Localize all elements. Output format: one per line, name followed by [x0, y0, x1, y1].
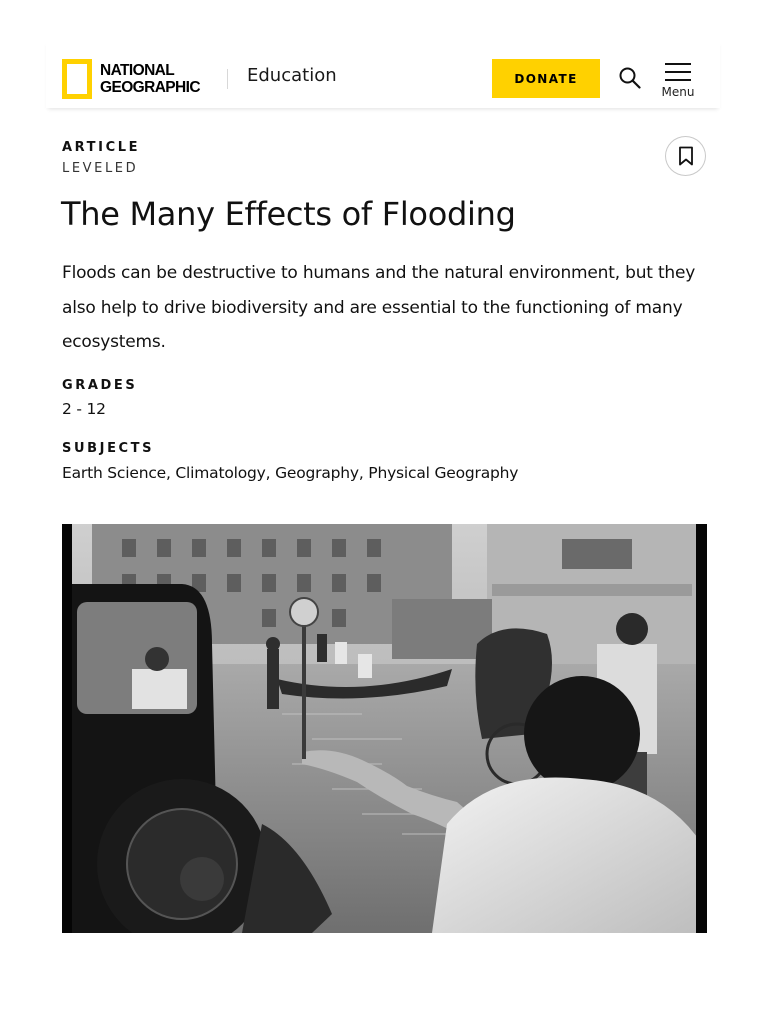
- subjects-value: Earth Science, Climatology, Geography, Physical Geography: [62, 464, 519, 482]
- logo-line-1: NATIONAL: [100, 62, 175, 79]
- grades-value: 2 - 12: [62, 400, 106, 418]
- article-summary: Floods can be destructive to humans and the natural environment, but they also help to drive biodiversity and are essential to the functioning of many ecosystems.: [62, 263, 696, 352]
- search-button[interactable]: [616, 64, 644, 92]
- subjects-label: SUBJECTS: [62, 441, 155, 456]
- hero-image: [62, 524, 707, 933]
- menu-button[interactable]: [658, 62, 698, 106]
- bookmark-button[interactable]: [665, 136, 706, 176]
- bookmark-icon: [678, 146, 694, 166]
- level-label: LEVELED: [62, 161, 139, 176]
- site-header: [46, 40, 720, 108]
- education-link[interactable]: Education: [247, 65, 337, 86]
- header-divider: [227, 69, 228, 89]
- hamburger-icon: [665, 62, 691, 82]
- content-type-label: ARTICLE: [62, 140, 141, 155]
- page-title: The Many Effects of Flooding: [61, 195, 516, 233]
- search-icon: [618, 66, 642, 90]
- grades-label: GRADES: [62, 378, 138, 393]
- donate-button[interactable]: DONATE: [492, 59, 600, 98]
- logo-wordmark: [100, 62, 200, 96]
- natgeo-logo[interactable]: [62, 59, 200, 99]
- logo-line-2: GEOGRAPHIC: [100, 79, 200, 96]
- menu-label: Menu: [661, 85, 695, 99]
- yellow-border-icon: [62, 59, 92, 99]
